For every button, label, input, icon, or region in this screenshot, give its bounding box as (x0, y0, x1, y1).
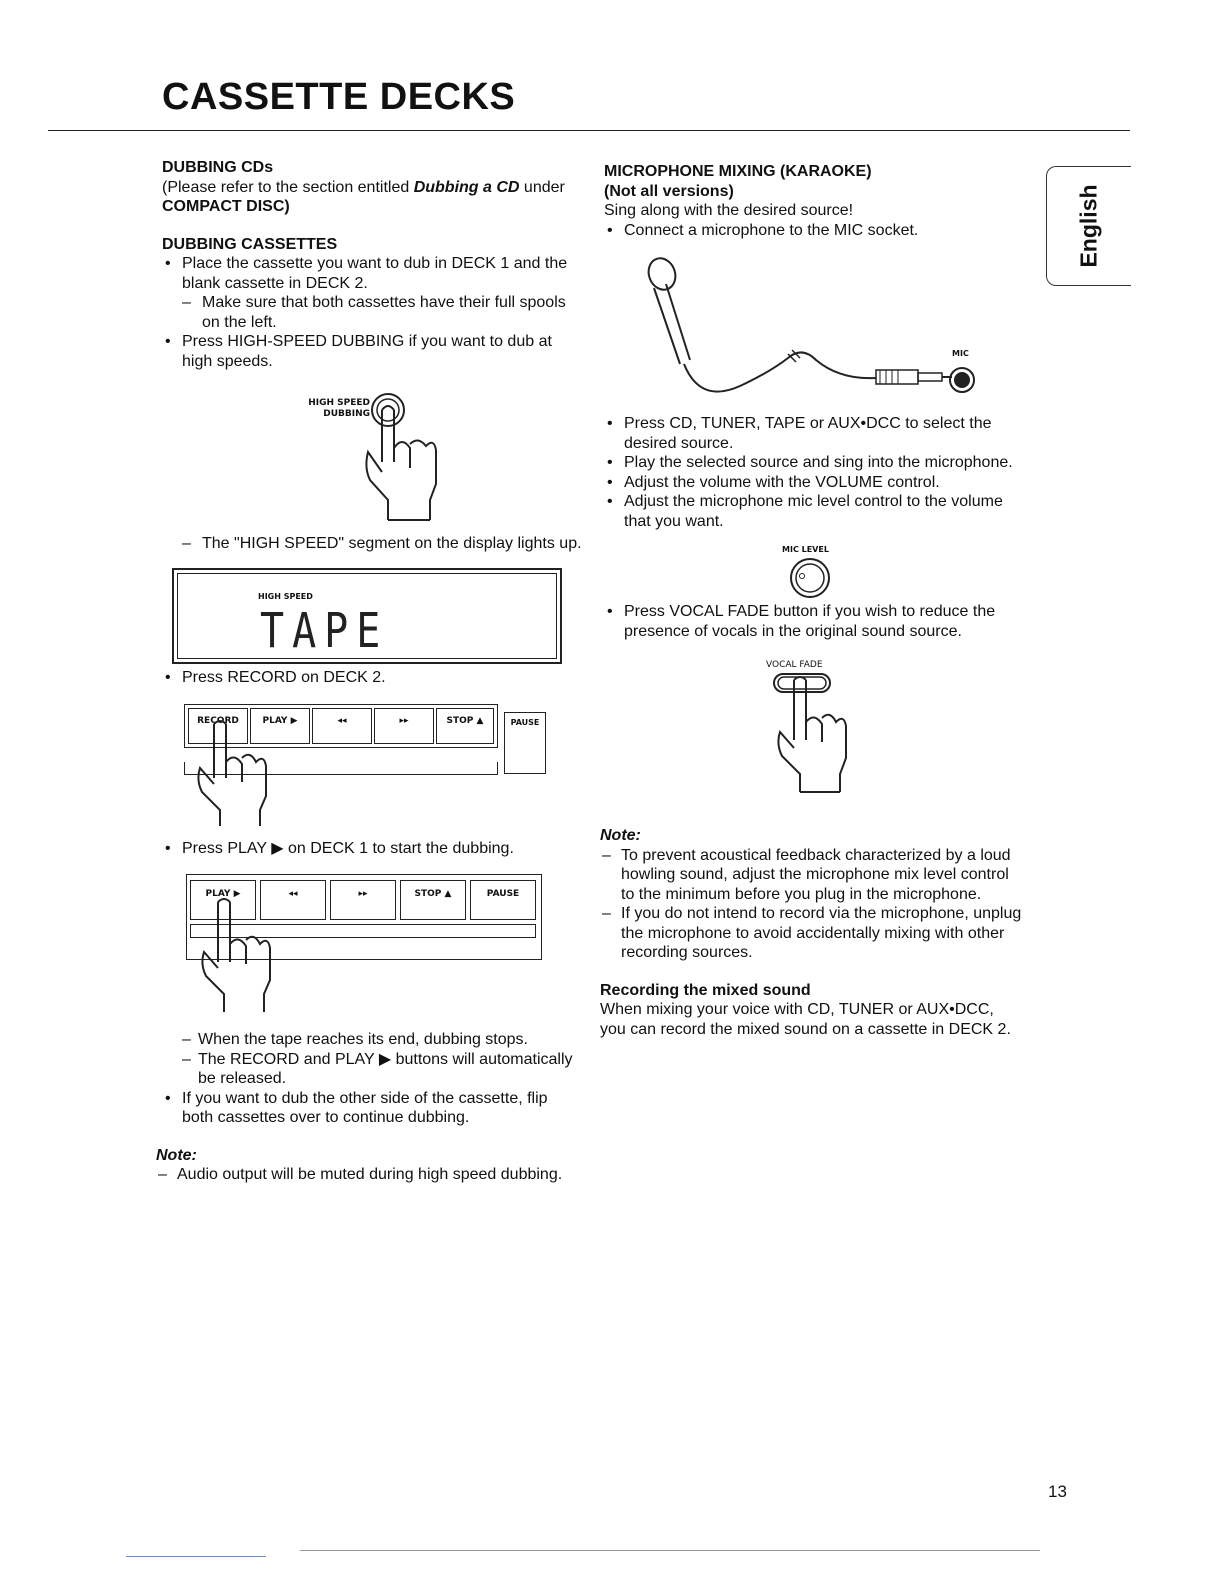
right-note-heading: Note: (600, 827, 641, 844)
instruction-press-record: • Press RECORD on DECK 2. (162, 668, 582, 688)
display-segment-text: TAPE (260, 604, 389, 660)
bottom-scan-line (300, 1550, 1040, 1551)
record-instruction (162, 668, 582, 688)
dubbing-cds-text (162, 178, 582, 198)
deck2-pause-button[interactable]: PAUSE (504, 712, 546, 774)
mic-level-label: MIC LEVEL (782, 545, 829, 554)
instruction-dubbing-stops: – When the tape reaches its end, dubbing stops. (162, 1030, 582, 1050)
deck1-button-strip (186, 874, 546, 1014)
dubbing-cds-line1-end: under (519, 178, 565, 196)
instruction-high-speed: • Press HIGH-SPEED DUBBING if you want to dub at high speeds. (162, 332, 582, 371)
high-speed-dubbing-hand-icon (330, 388, 450, 524)
language-tab (1046, 166, 1131, 286)
deck2-button-strip (184, 704, 554, 824)
page-number: 13 (1048, 1482, 1067, 1501)
deck2-stop-button[interactable]: STOP ▲ (436, 708, 494, 744)
instruction-flip-cassettes: • If you want to dub the other side of the cassette, flip both cassettes over to continue dubbing. (162, 1089, 582, 1128)
deck1-rewind-button[interactable]: ◂◂ (260, 880, 326, 920)
deck1-forward-button[interactable]: ▸▸ (330, 880, 396, 920)
mic-socket-label: MIC (952, 349, 969, 358)
recording-mixed-heading: Recording the mixed sound (600, 981, 811, 999)
deck1-play-button[interactable]: PLAY ▶ (190, 880, 256, 920)
compact-disc-reference: COMPACT DISC) (162, 198, 290, 215)
dubbing-cds-line1: (Please refer to the section entitled (162, 178, 414, 196)
instruction-vocal-fade: • Press VOCAL FADE button if you wish to reduce the presence of vocals in the original sound source. (604, 602, 1024, 641)
instruction-spools-left: – Make sure that both cassettes have their full spools on the left. (162, 293, 582, 332)
dubbing-cd-reference: Dubbing a CD (413, 178, 520, 196)
instruction-sing: • Play the selected source and sing into the microphone. (604, 453, 1024, 473)
deck2-record-button[interactable]: RECORD (188, 708, 248, 744)
left-note-muted: – Audio output will be muted during high speed dubbing. (156, 1165, 582, 1185)
instruction-adjust-mic-level: • Adjust the microphone mic level control to the volume that you want. (604, 492, 1024, 531)
note-prevent-feedback: – To prevent acoustical feedback characterized by a loud howling sound, adjust the microphone mix level control to the minimum before you plug in the microphone. (600, 846, 1024, 905)
mic-mixing-heading: MICROPHONE MIXING (KARAOKE) (604, 163, 872, 180)
dubbing-completion (156, 1030, 582, 1185)
instruction-buttons-released: – The RECORD and PLAY ▶ buttons will automatically be released. (162, 1050, 582, 1089)
mic-level-knob-icon[interactable] (788, 556, 832, 600)
vocal-fade-hand-icon (760, 670, 870, 796)
language-tab-label: English (1075, 184, 1102, 268)
deck2-rewind-button[interactable]: ◂◂ (312, 708, 372, 744)
dubbing-cds-section (162, 158, 582, 371)
deck1-pressing-hand-icon (194, 896, 284, 1014)
deck2-forward-button[interactable]: ▸▸ (374, 708, 434, 744)
deck1-pause-button[interactable]: PAUSE (470, 880, 536, 920)
deck2-pressing-hand-icon (190, 718, 280, 828)
instruction-adjust-volume: • Adjust the volume with the VOLUME control. (604, 473, 1024, 493)
dubbing-cassettes-heading: DUBBING CASSETTES (162, 235, 338, 253)
high-speed-label-line2: DUBBING (323, 409, 370, 419)
display-note (162, 534, 592, 554)
bottom-scan-mark (126, 1556, 266, 1557)
vocal-fade-instruction (604, 602, 1024, 641)
microphone-cable-icon (640, 254, 990, 404)
display-high-speed-indicator: HIGH SPEED (258, 592, 313, 601)
deck1-stop-button[interactable]: STOP ▲ (400, 880, 466, 920)
instruction-place-cassettes: • Place the cassette you want to dub in DECK 1 and the blank cassette in DECK 2. (162, 254, 582, 293)
microphone-section (604, 162, 1024, 240)
high-speed-label-line1: HIGH SPEED (308, 398, 370, 408)
play-instruction (162, 839, 582, 859)
mic-intro: Sing along with the desired source! (604, 202, 854, 219)
recording-mixed-text: When mixing your voice with CD, TUNER or AUX•DCC, you can record the mixed sound on a cassette in DECK 2. (600, 1001, 1011, 1038)
right-note-section (600, 826, 1024, 1039)
vocal-fade-label: VOCAL FADE (766, 660, 823, 670)
left-note-heading: Note: (156, 1146, 197, 1164)
dubbing-cds-heading: DUBBING CDs (162, 159, 274, 176)
instruction-press-play: • Press PLAY ▶ on DECK 1 to start the dubbing. (162, 839, 582, 859)
title-divider (48, 130, 1130, 131)
mic-instructions (604, 414, 1024, 531)
instruction-connect-mic: • Connect a microphone to the MIC socket. (604, 221, 1024, 241)
note-unplug-mic: – If you do not intend to record via the microphone, unplug the microphone to avoid accidentally mixing with other recording sources. (600, 904, 1024, 963)
page-title: CASSETTE DECKS (162, 76, 516, 118)
display-panel (172, 568, 562, 664)
instruction-display-lights: – The "HIGH SPEED" segment on the display lights up. (162, 534, 592, 554)
deck2-play-button[interactable]: PLAY ▶ (250, 708, 310, 744)
mic-mixing-subheading: (Not all versions) (604, 182, 734, 200)
instruction-select-source: • Press CD, TUNER, TAPE or AUX•DCC to select the desired source. (604, 414, 1024, 453)
